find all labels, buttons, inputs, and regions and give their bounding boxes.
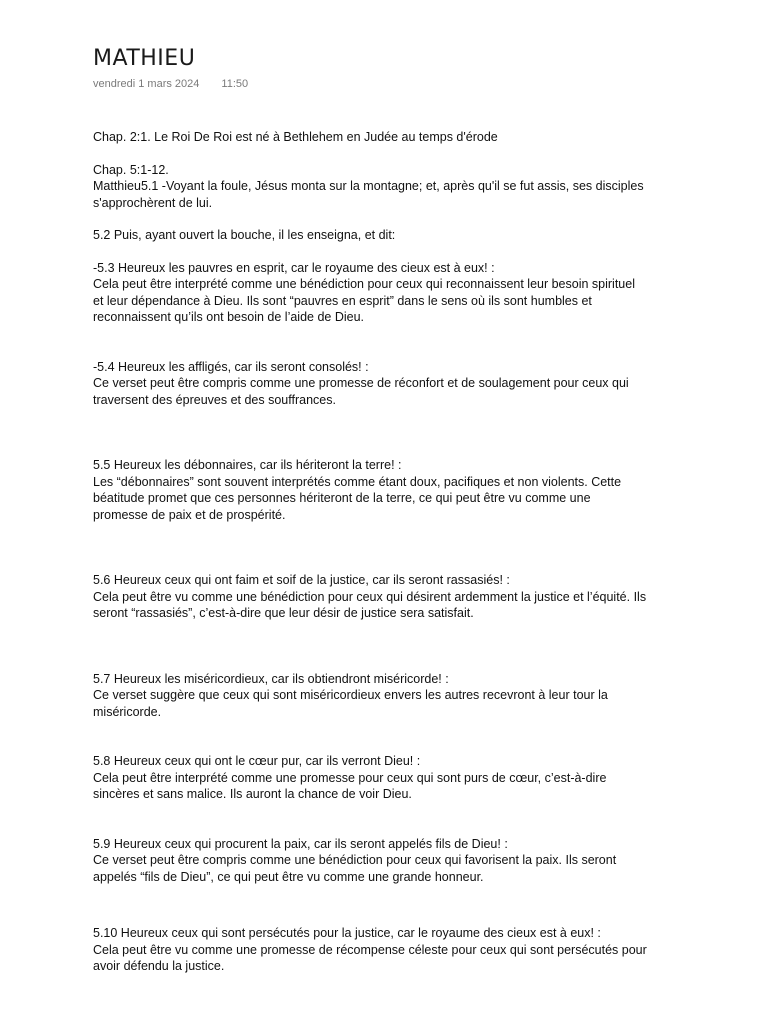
text-line: reconnaissent qu’ils ont besoin de l’aide de Dieu. [93, 310, 365, 324]
text-line: appelés “fils de Dieu”, ce qui peut être vu comme une grande honneur. [93, 869, 484, 884]
verse-heading: 5.9 Heureux ceux qui procurent la paix, car ils seront appelés fils de Dieu! : [93, 836, 508, 851]
verse-5-6-paragraph [93, 572, 693, 622]
text-line: traversent des épreuves et des souffrances. [93, 392, 336, 407]
text-line: Matthieu5.1 -Voyant la foule, Jésus monta sur la montagne; et, après qu'il se fut assis, ses disciples [93, 179, 644, 193]
note-metadata [93, 76, 693, 92]
verse-5-7-paragraph [93, 671, 693, 721]
chapter-5-paragraph [93, 162, 693, 212]
note-date: vendredi 1 mars 2024 [93, 78, 200, 90]
text-line: 5.2 Puis, ayant ouvert la bouche, il les enseigna, et dit: [93, 228, 396, 242]
text-line: Chap. 5:1-12. [93, 162, 169, 177]
text-line: Ce verset peut être compris comme une promesse de réconfort et de soulagement pour ceux qui [93, 376, 629, 390]
verse-5-3-paragraph [93, 260, 693, 326]
text-line: promesse de paix et de prospérité. [93, 507, 286, 522]
verse-5-5-paragraph [93, 457, 693, 523]
verse-heading: 5.5 Heureux les débonnaires, car ils hériteront la terre! : [93, 458, 402, 472]
verse-heading: 5.10 Heureux ceux qui sont persécutés pour la justice, car le royaume des cieux est à eux! : [93, 926, 601, 940]
chapter-2-paragraph [93, 129, 693, 146]
text-line: Cela peut être interprété comme une bénédiction pour ceux qui reconnaissent leur besoin spirituel [93, 277, 635, 291]
text-line: Chap. 2:1. Le Roi De Roi est né à Bethlehem en Judée au temps d'érode [93, 130, 498, 144]
note-time: 11:50 [221, 78, 249, 90]
note-page [93, 44, 693, 975]
verse-heading: 5.6 Heureux ceux qui ont faim et soif de la justice, car ils seront rassasiés! : [93, 573, 510, 587]
verse-5-10-paragraph [93, 925, 693, 975]
text-line: Ce verset peut être compris comme une bénédiction pour ceux qui favorisent la paix. Ils seront [93, 853, 617, 867]
text-line: béatitude promet que ces personnes hériteront de la terre, ce qui peut être vu comme une [93, 491, 591, 505]
text-line: sincères et sans malice. Ils auront la chance de voir Dieu. [93, 787, 412, 801]
text-line: s'approchèrent de lui. [93, 195, 213, 210]
text-line: seront “rassasiés”, c’est-à-dire que leur désir de justice sera satisfait. [93, 606, 474, 620]
note-body[interactable] [93, 129, 693, 975]
text-line: Cela peut être vu comme une promesse de récompense céleste pour ceux qui sont persécutés pour [93, 942, 647, 957]
text-line: et leur dépendance à Dieu. Ils sont “pauvres en esprit” dans le sens où ils sont humbles et [93, 293, 592, 308]
text-line: Ce verset suggère que ceux qui sont miséricordieux envers les autres recevront à leur tour la [93, 688, 608, 702]
note-title[interactable]: MATHIEU [93, 46, 196, 71]
verse-5-9-paragraph [93, 836, 693, 886]
text-line: avoir défendu la justice. [93, 959, 225, 973]
verse-5-2-paragraph [93, 227, 693, 244]
verse-heading: 5.7 Heureux les miséricordieux, car ils obtiendront miséricorde! : [93, 671, 449, 686]
text-line: Cela peut être interprété comme une promesse pour ceux qui sont purs de cœur, c’est-à-dire [93, 770, 607, 785]
verse-5-8-paragraph [93, 753, 693, 803]
verse-5-4-paragraph [93, 359, 693, 409]
text-line: miséricorde. [93, 704, 162, 719]
verse-heading: -5.4 Heureux les affligés, car ils seront consolés! : [93, 359, 369, 374]
verse-heading: -5.3 Heureux les pauvres en esprit, car le royaume des cieux est à eux! : [93, 260, 495, 275]
text-line: Les “débonnaires” sont souvent interprétés comme étant doux, pacifiques et non violents. Cette [93, 474, 622, 489]
verse-heading: 5.8 Heureux ceux qui ont le cœur pur, car ils verront Dieu! : [93, 754, 421, 768]
text-line: Cela peut être vu comme une bénédiction pour ceux qui désirent ardemment la justice et l’équité. Ils [93, 589, 647, 604]
